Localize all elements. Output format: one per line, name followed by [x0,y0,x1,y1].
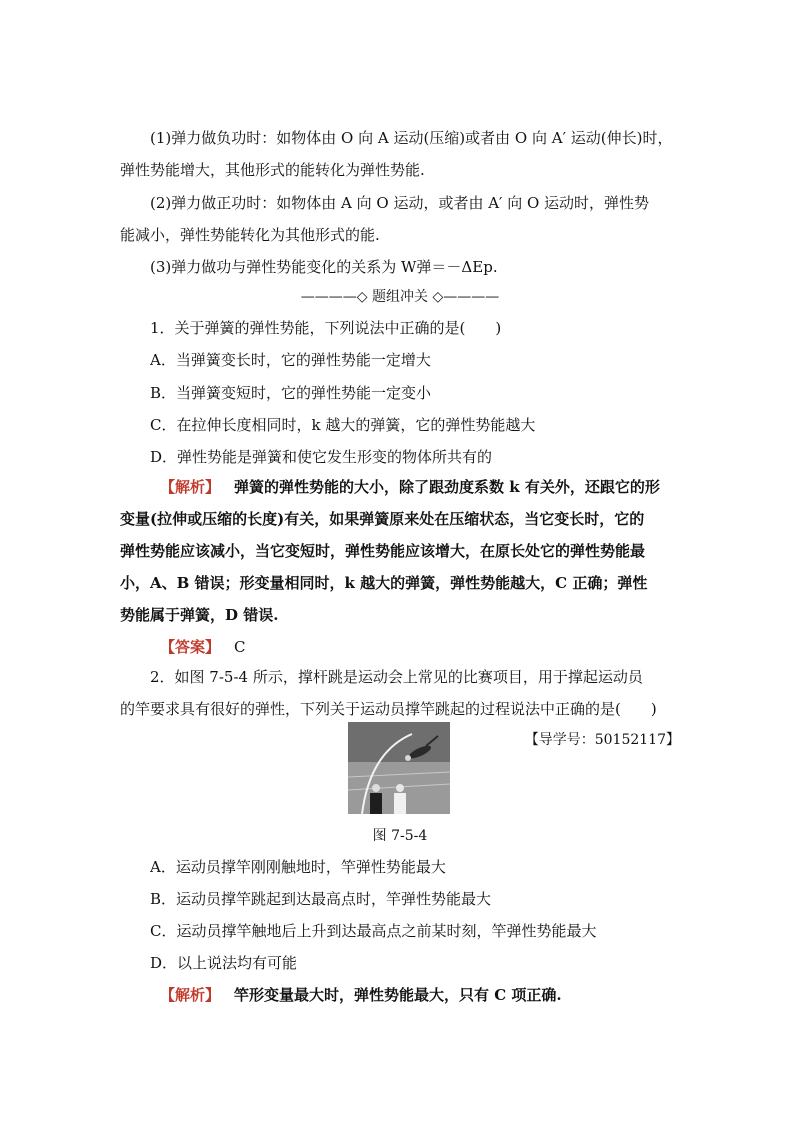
q1-option-a: A．当弹簧变长时，它的弹性势能一定增大 [150,351,431,369]
q2-option-c: C．运动员撑竿触地后上升到达最高点之前某时刻，竿弹性势能最大 [150,922,597,940]
q1-analysis-line4: 小，A、B 错误；形变量相同时，k 越大的弹簧，弹性势能越大，C 正确；弹性 [120,574,648,592]
q2-analysis-line [160,985,680,1005]
q2-analysis-text: 竿形变量最大时，弹性势能最大，只有 C 项正确. [234,986,562,1004]
q1-stem: 1．关于弹簧的弹性势能，下列说法中正确的是( ) [150,319,502,337]
pole-vault-photo [348,722,450,814]
intro-p2-line2: 能减小，弹性势能转化为其他形式的能. [120,226,380,244]
q2-option-a: A．运动员撑竿刚刚触地时，竿弹性势能最大 [150,858,446,876]
intro-p1-line1: (1)弹力做负功时：如物体由 O 向 A 运动(压缩)或者由 O 向 A′ 运动(伸长)时， [150,129,673,147]
q1-analysis-text-1: 弹簧的弹性势能的大小，除了跟劲度系数 k 有关外，还跟它的形 [234,478,660,496]
intro-p1-line2: 弹性势能增大，其他形式的能转化为弹性势能. [120,161,425,179]
q1-answer-label: 【答案】 [160,638,221,656]
q2-option-b: B．运动员撑竿跳起到达最高点时，竿弹性势能最大 [150,890,492,908]
q1-answer-value: C [234,638,246,656]
figure-caption: 图 7-5-4 [372,828,428,844]
q2-stem-line2: 的竿要求具有很好的弹性，下列关于运动员撑竿跳起的过程说法中正确的是( ) [120,700,657,718]
q1-analysis-line3: 弹性势能应该减小，当它变短时，弹性势能应该增大，在原长处它的弹性势能最 [120,542,646,560]
section-divider: ————◇ 题组冲关 ◇———— [300,289,500,305]
q2-option-d: D．以上说法均有可能 [150,954,298,972]
q1-answer-line [160,637,680,657]
intro-p2-line1: (2)弹力做正功时：如物体由 A 向 O 运动，或者由 A′ 向 O 运动时，弹性势 [150,194,650,212]
q2-guide-number: 【导学号：50152117】 [524,732,680,748]
q1-analysis-line1 [160,477,680,497]
q1-option-d: D．弹性势能是弹簧和使它发生形变的物体所共有的 [150,448,493,466]
q1-analysis-line5: 势能属于弹簧，D 错误. [120,606,279,624]
q2-analysis-label: 【解析】 [160,986,221,1004]
intro-p3-line1: (3)弹力做功与弹性势能变化的关系为 W弹＝－ΔEp. [150,258,498,276]
q1-analysis-line2: 变量(拉伸或压缩的长度)有关，如果弹簧原来处在压缩状态，当它变长时，它的 [120,510,645,528]
q1-option-c: C．在拉伸长度相同时，k 越大的弹簧，它的弹性势能越大 [150,416,536,434]
q1-option-b: B．当弹簧变短时，它的弹性势能一定变小 [150,384,432,402]
q1-analysis-label: 【解析】 [160,478,221,496]
q2-stem-line1: 2．如图 7-5-4 所示，撑杆跳是运动会上常见的比赛项目，用于撑起运动员 [150,668,643,686]
